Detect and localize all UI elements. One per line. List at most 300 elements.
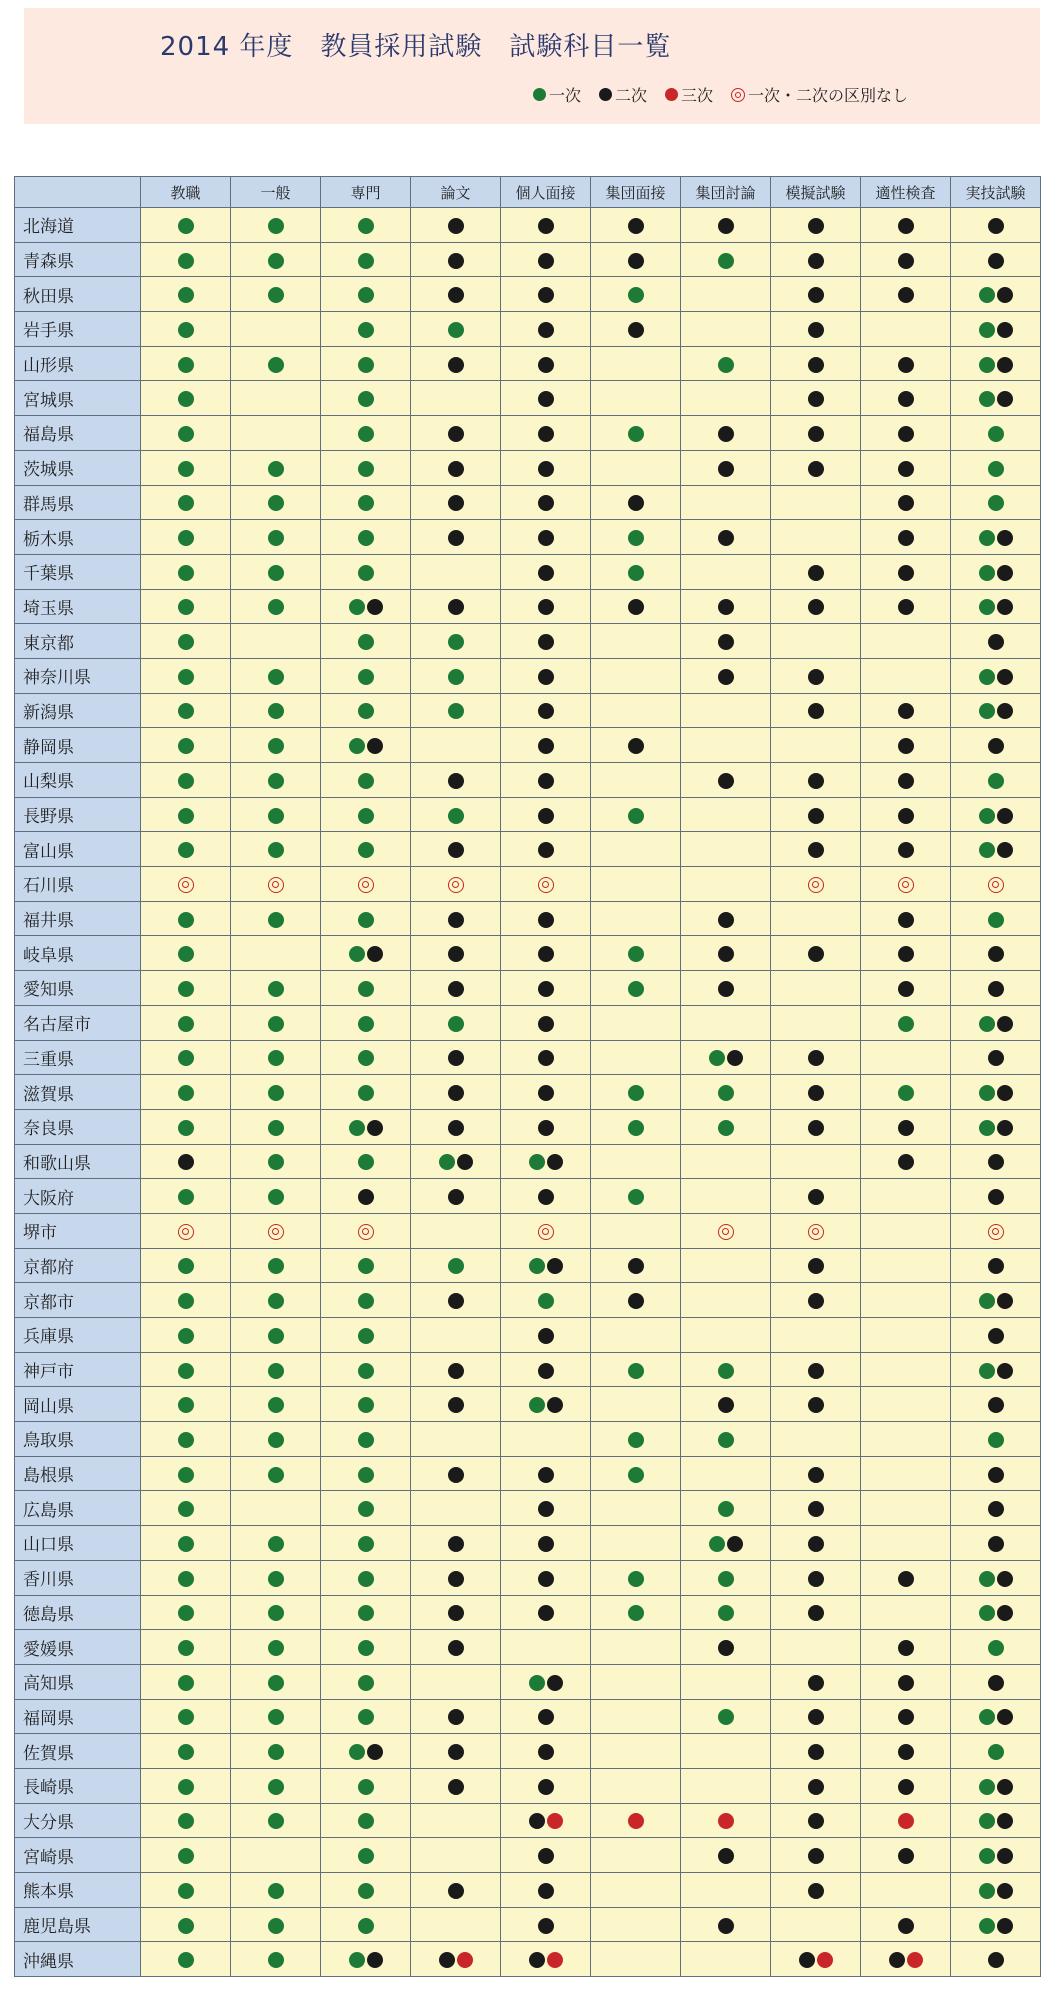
first-stage-dot-icon [349, 1120, 365, 1136]
stage-marker [807, 253, 825, 269]
table-cell [501, 450, 591, 485]
second-stage-dot-icon [718, 599, 734, 615]
table-row [15, 797, 1041, 832]
prefecture-name: 大分県 [15, 1803, 141, 1838]
table-cell [681, 1491, 771, 1526]
second-stage-dot-icon [898, 1779, 914, 1795]
stage-marker [987, 981, 1005, 997]
stage-marker [978, 287, 1014, 303]
table-cell [771, 1075, 861, 1110]
table-cell [771, 346, 861, 381]
table-cell [951, 728, 1041, 763]
table-cell [321, 624, 411, 659]
stage-marker [177, 1640, 195, 1656]
table-cell [411, 1387, 501, 1422]
first-stage-dot-icon [178, 461, 194, 477]
first-stage-dot-icon [898, 1016, 914, 1032]
stage-marker [447, 530, 465, 546]
first-stage-dot-icon [448, 669, 464, 685]
second-stage-dot-icon [448, 1605, 464, 1621]
stage-marker [898, 877, 914, 893]
table-cell [501, 416, 591, 451]
stage-marker [357, 1016, 375, 1032]
stage-marker [447, 1883, 465, 1899]
second-stage-dot-icon [997, 1779, 1013, 1795]
stage-marker [807, 1709, 825, 1725]
second-stage-dot-icon [898, 495, 914, 511]
table-cell [951, 1109, 1041, 1144]
table-cell [591, 901, 681, 936]
second-stage-dot-icon [997, 842, 1013, 858]
stage-marker [708, 1050, 744, 1066]
second-stage-dot-icon [547, 1675, 563, 1691]
stage-marker [897, 426, 915, 442]
table-cell [861, 693, 951, 728]
first-stage-dot-icon [178, 738, 194, 754]
second-stage-dot-icon [889, 1952, 905, 1968]
second-stage-dot-icon [997, 1016, 1013, 1032]
table-cell [771, 763, 861, 798]
table-cell [411, 797, 501, 832]
stage-marker [447, 1397, 465, 1413]
second-stage-dot-icon [448, 357, 464, 373]
table-cell [861, 1768, 951, 1803]
stage-marker [627, 946, 645, 962]
stage-marker [807, 1120, 825, 1136]
second-stage-dot-icon [448, 1363, 464, 1379]
table-cell [591, 277, 681, 312]
first-stage-dot-icon [358, 322, 374, 338]
stage-marker [807, 357, 825, 373]
stage-marker [357, 357, 375, 373]
first-stage-dot-icon [358, 530, 374, 546]
table-cell [141, 450, 231, 485]
stage-marker [177, 1952, 195, 1968]
table-cell [231, 554, 321, 589]
stage-marker [537, 1883, 555, 1899]
table-row [15, 1144, 1041, 1179]
table-cell [411, 1075, 501, 1110]
table-cell [141, 728, 231, 763]
table-cell [231, 520, 321, 555]
second-stage-dot-icon [448, 1536, 464, 1552]
prefecture-name: 青森県 [15, 242, 141, 277]
table-cell [501, 1075, 591, 1110]
table-cell [771, 1595, 861, 1630]
table-cell [681, 1838, 771, 1873]
stage-marker [717, 1813, 735, 1829]
stage-marker [177, 599, 195, 615]
stage-marker [267, 1432, 285, 1448]
stage-marker [978, 1848, 1014, 1864]
table-cell [231, 1907, 321, 1942]
first-stage-dot-icon [439, 1154, 455, 1170]
prefecture-name: 岩手県 [15, 312, 141, 347]
second-stage-dot-icon [808, 218, 824, 234]
legend-label-first: 一次 [548, 86, 581, 105]
second-stage-dot-icon [628, 218, 644, 234]
table-row [15, 1734, 1041, 1769]
stage-marker [357, 1779, 375, 1795]
stage-marker [808, 1224, 824, 1240]
table-cell [231, 589, 321, 624]
table-cell [951, 1422, 1041, 1457]
first-stage-dot-icon [268, 461, 284, 477]
second-stage-dot-icon [808, 808, 824, 824]
stage-marker [177, 1050, 195, 1066]
table-cell [411, 1768, 501, 1803]
stage-marker [177, 1397, 195, 1413]
prefecture-name: 福岡県 [15, 1699, 141, 1734]
first-stage-dot-icon [979, 287, 995, 303]
first-stage-dot-icon [268, 1571, 284, 1587]
prefecture-name: 佐賀県 [15, 1734, 141, 1769]
stage-marker [627, 1813, 645, 1829]
prefecture-name: 高知県 [15, 1664, 141, 1699]
table-cell [591, 1179, 681, 1214]
prefecture-name: 山口県 [15, 1526, 141, 1561]
first-stage-dot-icon [979, 669, 995, 685]
table-cell [951, 485, 1041, 520]
first-stage-dot-icon [178, 357, 194, 373]
first-stage-dot-icon [358, 1154, 374, 1170]
table-cell [411, 971, 501, 1006]
stage-marker [807, 1675, 825, 1691]
table-cell [681, 624, 771, 659]
table-cell [321, 1456, 411, 1491]
table-cell [951, 624, 1041, 659]
table-cell [681, 450, 771, 485]
first-stage-dot-icon [178, 1883, 194, 1899]
table-header-row [15, 177, 1041, 208]
first-stage-dot-icon [178, 1189, 194, 1205]
first-stage-dot-icon [358, 634, 374, 650]
table-cell [681, 658, 771, 693]
second-stage-dot-icon [898, 357, 914, 373]
stage-marker [717, 669, 735, 685]
second-stage-dot-icon [448, 495, 464, 511]
first-stage-dot-icon [268, 1640, 284, 1656]
stage-marker [267, 599, 285, 615]
second-stage-dot-icon [448, 1189, 464, 1205]
legend-label-undistinguished: 一次・二次の区別なし [747, 86, 908, 105]
second-stage-dot-icon [808, 703, 824, 719]
table-cell [591, 1491, 681, 1526]
stage-marker [177, 287, 195, 303]
stage-marker [987, 461, 1005, 477]
stage-marker [177, 981, 195, 997]
table-cell [861, 1942, 951, 1977]
stage-marker [267, 1571, 285, 1587]
second-stage-dot-icon [538, 322, 554, 338]
first-stage-dot-icon [178, 253, 194, 269]
second-stage-dot-icon [808, 1848, 824, 1864]
table-cell [861, 971, 951, 1006]
table-cell [321, 1213, 411, 1248]
first-stage-dot-icon [268, 669, 284, 685]
stage-marker [897, 773, 915, 789]
table-cell [591, 1838, 681, 1873]
second-stage-dot-icon [808, 565, 824, 581]
table-cell [951, 1144, 1041, 1179]
table-cell [321, 589, 411, 624]
stage-marker [897, 738, 915, 754]
table-cell [591, 1595, 681, 1630]
first-stage-dot-icon [178, 322, 194, 338]
first-stage-dot-icon [178, 1293, 194, 1309]
second-stage-dot-icon [997, 669, 1013, 685]
table-cell [681, 901, 771, 936]
table-cell [501, 1491, 591, 1526]
red-dot-icon [665, 88, 678, 101]
stage-marker [717, 1571, 735, 1587]
stage-marker [267, 1154, 285, 1170]
table-cell [591, 624, 681, 659]
first-stage-dot-icon [268, 981, 284, 997]
second-stage-dot-icon [538, 1501, 554, 1517]
stage-marker [627, 1363, 645, 1379]
first-stage-dot-icon [628, 530, 644, 546]
table-cell [231, 1387, 321, 1422]
table-cell [861, 1734, 951, 1769]
prefecture-name: 大阪府 [15, 1179, 141, 1214]
second-stage-dot-icon [538, 669, 554, 685]
table-row [15, 589, 1041, 624]
second-stage-dot-icon [448, 946, 464, 962]
table-cell [861, 624, 951, 659]
table-cell [951, 450, 1041, 485]
table-cell [771, 1734, 861, 1769]
stage-marker [447, 703, 465, 719]
stage-marker [897, 599, 915, 615]
second-stage-dot-icon [448, 1467, 464, 1483]
table-row [15, 554, 1041, 589]
table-row [15, 971, 1041, 1006]
first-stage-dot-icon [268, 1328, 284, 1344]
first-stage-dot-icon [268, 1605, 284, 1621]
table-row [15, 1109, 1041, 1144]
table-cell [951, 1179, 1041, 1214]
second-stage-dot-icon [538, 1467, 554, 1483]
stage-marker [717, 946, 735, 962]
table-cell [861, 1664, 951, 1699]
second-stage-dot-icon [538, 565, 554, 581]
prefecture-name: 宮崎県 [15, 1838, 141, 1873]
table-cell [861, 1560, 951, 1595]
second-stage-dot-icon [808, 1536, 824, 1552]
table-cell [951, 1942, 1041, 1977]
table-cell [411, 1352, 501, 1387]
stage-marker [987, 634, 1005, 650]
table-cell [231, 1560, 321, 1595]
stage-marker [987, 1952, 1005, 1968]
first-stage-dot-icon [268, 1709, 284, 1725]
table-cell [951, 936, 1041, 971]
stage-marker [978, 703, 1014, 719]
first-stage-dot-icon [628, 808, 644, 824]
stage-marker [717, 461, 735, 477]
first-stage-dot-icon [979, 1571, 995, 1587]
column-header: 論文 [411, 177, 501, 208]
table-cell [501, 1560, 591, 1595]
stage-marker [357, 703, 375, 719]
second-stage-dot-icon [367, 1120, 383, 1136]
table-row [15, 1387, 1041, 1422]
second-stage-dot-icon [808, 1397, 824, 1413]
first-stage-dot-icon [628, 426, 644, 442]
first-stage-dot-icon [268, 1952, 284, 1968]
stage-marker [177, 391, 195, 407]
table-cell [141, 416, 231, 451]
table-cell [501, 1526, 591, 1561]
stage-marker [447, 1467, 465, 1483]
second-stage-dot-icon [898, 1918, 914, 1934]
stage-marker [177, 808, 195, 824]
table-cell [951, 277, 1041, 312]
stage-marker [357, 253, 375, 269]
table-cell [681, 867, 771, 902]
table-cell [141, 1352, 231, 1387]
first-stage-dot-icon [718, 253, 734, 269]
first-stage-dot-icon [709, 1050, 725, 1066]
table-cell [861, 1179, 951, 1214]
table-cell [411, 1491, 501, 1526]
table-cell [591, 450, 681, 485]
first-stage-dot-icon [358, 426, 374, 442]
first-stage-dot-icon [358, 912, 374, 928]
second-stage-dot-icon [988, 946, 1004, 962]
page-title: 2014 年度 教員採用試験 試験科目一覧 [160, 32, 672, 62]
stage-marker [897, 1120, 915, 1136]
table-cell [501, 277, 591, 312]
table-cell [951, 1248, 1041, 1283]
first-stage-dot-icon [358, 1571, 374, 1587]
double-circle-icon [808, 877, 824, 893]
second-stage-dot-icon [358, 1189, 374, 1205]
stage-marker [987, 495, 1005, 511]
first-stage-dot-icon [358, 495, 374, 511]
table-cell [321, 1040, 411, 1075]
stage-marker [177, 1848, 195, 1864]
stage-marker [897, 1813, 915, 1829]
stage-marker [438, 1154, 474, 1170]
stage-marker [267, 530, 285, 546]
first-stage-dot-icon [979, 1883, 995, 1899]
stage-marker [537, 1848, 555, 1864]
stage-marker [897, 808, 915, 824]
table-cell [321, 450, 411, 485]
table-cell [231, 346, 321, 381]
stage-marker [897, 1571, 915, 1587]
table-cell [231, 658, 321, 693]
table-cell [411, 485, 501, 520]
second-stage-dot-icon [808, 1189, 824, 1205]
table-cell [321, 1803, 411, 1838]
second-stage-dot-icon [997, 357, 1013, 373]
table-cell [411, 693, 501, 728]
table-cell [231, 1699, 321, 1734]
table-cell [411, 1040, 501, 1075]
first-stage-dot-icon [268, 565, 284, 581]
table-cell [591, 763, 681, 798]
table-cell [861, 1318, 951, 1353]
first-stage-dot-icon [529, 1258, 545, 1274]
table-row [15, 1318, 1041, 1353]
table-cell [951, 1768, 1041, 1803]
table-cell [411, 1422, 501, 1457]
stage-marker [897, 253, 915, 269]
first-stage-dot-icon [718, 1501, 734, 1517]
table-cell [951, 1838, 1041, 1873]
first-stage-dot-icon [178, 1640, 194, 1656]
first-stage-dot-icon [628, 1605, 644, 1621]
stage-marker [357, 1709, 375, 1725]
stage-marker [717, 1640, 735, 1656]
stage-marker [267, 981, 285, 997]
prefecture-name: 北海道 [15, 208, 141, 243]
table-cell [771, 1699, 861, 1734]
second-stage-dot-icon [628, 495, 644, 511]
stage-marker [267, 1258, 285, 1274]
table-cell [951, 1040, 1041, 1075]
table-cell [861, 1595, 951, 1630]
table-cell [591, 867, 681, 902]
stage-marker [267, 1050, 285, 1066]
table-cell [141, 589, 231, 624]
table-cell [501, 1005, 591, 1040]
table-cell [141, 312, 231, 347]
first-stage-dot-icon [268, 530, 284, 546]
first-stage-dot-icon [268, 1432, 284, 1448]
stage-marker [537, 773, 555, 789]
first-stage-dot-icon [178, 1779, 194, 1795]
stage-marker [717, 426, 735, 442]
second-stage-dot-icon [808, 1675, 824, 1691]
first-stage-dot-icon [178, 773, 194, 789]
table-cell [951, 1907, 1041, 1942]
stage-marker [267, 738, 285, 754]
stage-marker [627, 1085, 645, 1101]
table-cell [411, 1873, 501, 1908]
first-stage-dot-icon [529, 1397, 545, 1413]
first-stage-dot-icon [268, 842, 284, 858]
first-stage-dot-icon [979, 530, 995, 546]
stage-marker [177, 1571, 195, 1587]
stage-marker [978, 1779, 1014, 1795]
table-cell [411, 1630, 501, 1665]
table-cell [231, 208, 321, 243]
table-cell [141, 1838, 231, 1873]
stage-marker [627, 1258, 645, 1274]
first-stage-dot-icon [268, 1258, 284, 1274]
stage-marker [357, 461, 375, 477]
table-cell [411, 1664, 501, 1699]
stage-marker [717, 1397, 735, 1413]
third-stage-dot-icon [457, 1952, 473, 1968]
second-stage-dot-icon [448, 426, 464, 442]
second-stage-dot-icon [988, 1328, 1004, 1344]
table-cell [141, 763, 231, 798]
second-stage-dot-icon [808, 1467, 824, 1483]
second-stage-dot-icon [538, 946, 554, 962]
table-cell [231, 312, 321, 347]
prefecture-name: 兵庫県 [15, 1318, 141, 1353]
second-stage-dot-icon [808, 1293, 824, 1309]
table-cell [591, 1144, 681, 1179]
second-stage-dot-icon [718, 218, 734, 234]
stage-marker [807, 808, 825, 824]
first-stage-dot-icon [268, 808, 284, 824]
